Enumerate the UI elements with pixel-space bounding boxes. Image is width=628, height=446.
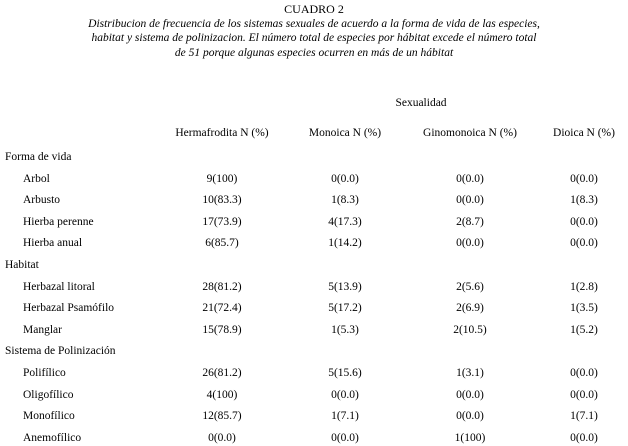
cell-ginomonoica: 0(0.0) xyxy=(456,237,484,250)
cell-dioica: 1(3.5) xyxy=(570,302,598,315)
cell-dioica: 0(0.0) xyxy=(570,215,598,228)
cell-monoica: 5(13.9) xyxy=(328,280,362,293)
cell-dioica: 1(8.3) xyxy=(570,194,598,207)
cell-ginomonoica: 0(0.0) xyxy=(456,388,484,401)
row-group-label: Sistema de Polinización xyxy=(5,345,116,358)
row-label: Oligofílico xyxy=(23,388,74,401)
row-label: Hierba perenne xyxy=(23,215,94,228)
table-number: CUADRO 2 xyxy=(284,2,344,16)
cell-ginomonoica: 1(3.1) xyxy=(456,367,484,379)
cell-dioica: 0(0.0) xyxy=(570,431,598,444)
cell-ginomonoica: 2(5.6) xyxy=(456,280,484,293)
cell-hermafrodita: 17(73.9) xyxy=(202,215,242,228)
cell-monoica: 1(8.3) xyxy=(331,194,359,207)
column-header-hermafrodita: Hermafrodita N (%) xyxy=(175,127,269,139)
cell-hermafrodita: 21(72.4) xyxy=(202,302,242,315)
cell-hermafrodita: 0(0.0) xyxy=(208,431,236,444)
row-label: Herbazal litoral xyxy=(23,280,95,293)
cell-dioica: 1(2.8) xyxy=(570,280,598,293)
row-label: Arbusto xyxy=(23,194,61,207)
cell-monoica: 1(14.2) xyxy=(328,237,362,250)
row-label: Hierba anual xyxy=(23,237,83,250)
cell-hermafrodita: 28(81.2) xyxy=(202,280,242,293)
cell-dioica: 0(0.0) xyxy=(570,367,598,379)
caption-line: de 51 porque algunas especies ocurren en más de un hábitat xyxy=(174,46,454,59)
column-header-monoica: Monoica N (%) xyxy=(308,127,382,139)
row-group-label: Habitat xyxy=(5,259,39,271)
caption-line: Distribucion de frecuencia de los sistemas sexuales de acuerdo a la forma de vida de las especies, xyxy=(88,17,540,30)
cell-monoica: 0(0.0) xyxy=(331,431,359,444)
row-group-label: Forma de vida xyxy=(5,151,72,163)
cell-hermafrodita: 10(83.3) xyxy=(202,194,242,207)
row-label: Herbazal Psamófilo xyxy=(23,302,115,315)
cell-monoica: 0(0.0) xyxy=(331,388,359,401)
cell-dioica: 0(0.0) xyxy=(570,388,598,401)
cell-monoica: 1(7.1) xyxy=(331,410,359,423)
cell-monoica: 5(15.6) xyxy=(328,367,362,379)
cell-ginomonoica: 2(10.5) xyxy=(453,323,487,336)
row-label: Monofílico xyxy=(23,410,75,423)
cell-ginomonoica: 0(0.0) xyxy=(456,172,484,185)
cell-ginomonoica: 2(6.9) xyxy=(456,302,484,315)
row-label: Polifílico xyxy=(23,367,66,379)
cell-dioica: 1(5.2) xyxy=(570,323,598,336)
column-header-dioica: Dioica N (%) xyxy=(553,127,615,139)
cell-hermafrodita: 12(85.7) xyxy=(202,410,242,423)
cell-ginomonoica: 0(0.0) xyxy=(456,194,484,207)
cell-monoica: 0(0.0) xyxy=(331,172,359,185)
cell-hermafrodita: 4(100) xyxy=(206,388,238,401)
cell-hermafrodita: 26(81.2) xyxy=(202,367,242,379)
cell-ginomonoica: 1(100) xyxy=(454,431,486,444)
caption-line: habitat y sistema de polinizacion. El número total de especies por hábitat excede el número total xyxy=(91,32,537,44)
cell-ginomonoica: 0(0.0) xyxy=(456,410,484,423)
cell-hermafrodita: 9(100) xyxy=(206,172,238,185)
row-label: Anemofílico xyxy=(23,431,82,444)
row-label: Arbol xyxy=(23,172,50,185)
cell-dioica: 0(0.0) xyxy=(570,237,598,250)
table-caption xyxy=(0,2,628,60)
row-label: Manglar xyxy=(23,323,62,336)
cell-hermafrodita: 15(78.9) xyxy=(202,323,242,336)
column-spanner-header: Sexualidad xyxy=(395,97,447,109)
cell-hermafrodita: 6(85.7) xyxy=(205,237,239,250)
column-header-ginomonoica: Ginomonoica N (%) xyxy=(423,127,517,139)
cell-dioica: 1(7.1) xyxy=(570,410,598,423)
cell-dioica: 0(0.0) xyxy=(570,172,598,185)
cell-monoica: 5(17.2) xyxy=(328,302,362,315)
cell-ginomonoica: 2(8.7) xyxy=(456,215,484,228)
cell-monoica: 4(17.3) xyxy=(328,215,362,228)
cell-monoica: 1(5.3) xyxy=(331,323,359,336)
